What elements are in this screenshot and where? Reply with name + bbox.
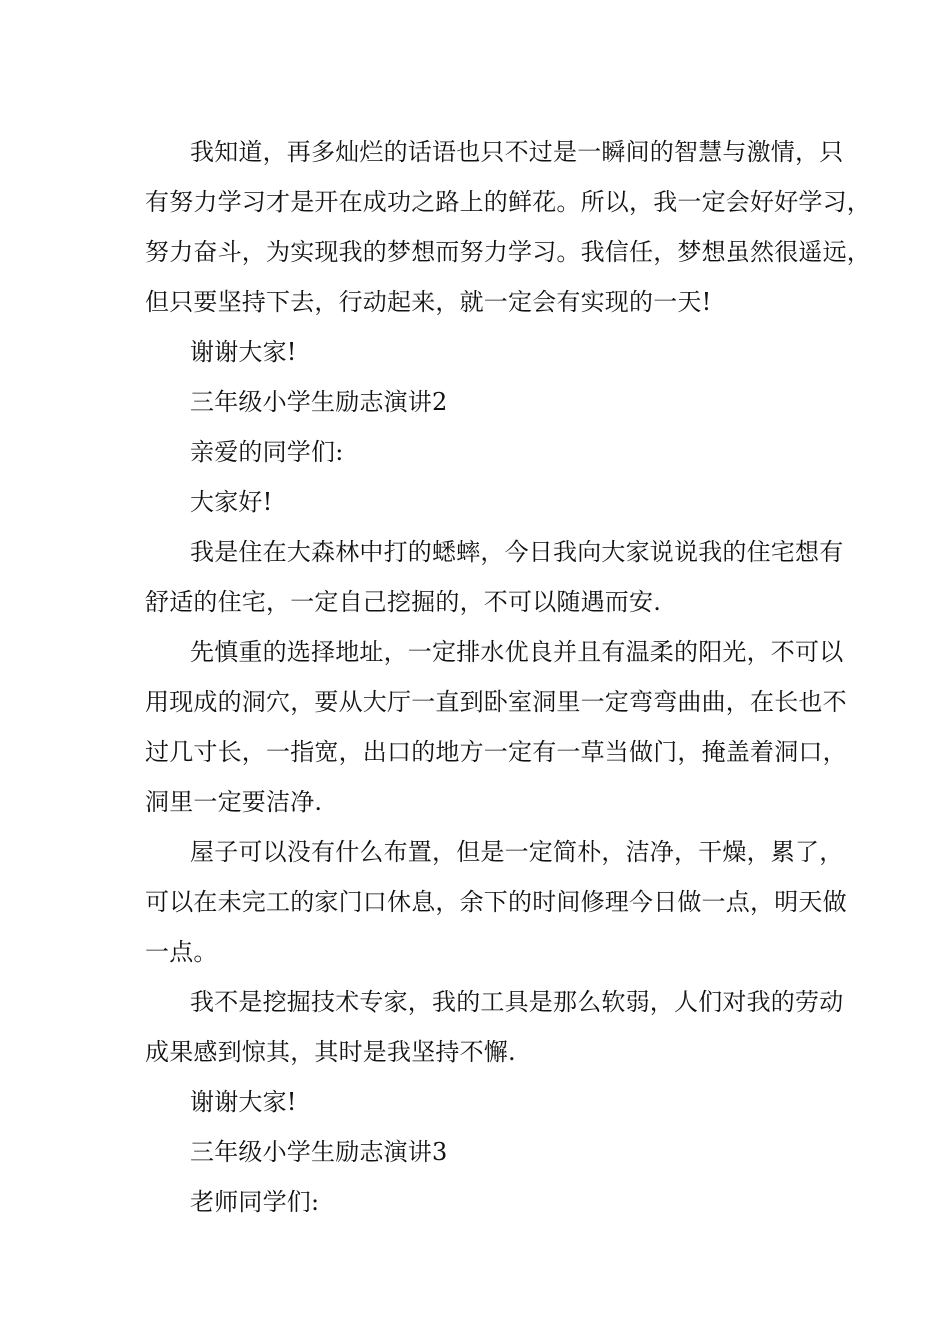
paragraph-line: 努力奋斗，为实现我的梦想而努力学习。我信任，梦想虽然很遥远， <box>145 238 871 266</box>
paragraph-line: 屋子可以没有什么布置，但是一定简朴，洁净，干燥，累了， <box>190 838 844 866</box>
paragraph-line: 一点。 <box>145 938 218 966</box>
paragraph-line: 有努力学习才是开在成功之路上的鲜花。所以，我一定会好好学习， <box>145 188 871 216</box>
paragraph-line: 先慎重的选择地址，一定排水优良并且有温柔的阳光，不可以 <box>190 638 844 666</box>
paragraph-line: 可以在未完工的家门口休息，余下的时间修理今日做一点，明天做 <box>145 888 847 916</box>
greeting-line: 老师同学们: <box>190 1188 320 1216</box>
closing-line: 谢谢大家! <box>190 1088 297 1116</box>
paragraph-line: 成果感到惊其，其时是我坚持不懈. <box>145 1038 516 1066</box>
paragraph-line: 舒适的住宅，一定自己挖掘的，不可以随遇而安. <box>145 588 662 616</box>
paragraph-line: 但只要坚持下去，行动起来，就一定会有实现的一天! <box>145 288 712 316</box>
section-heading: 三年级小学生励志演讲2 <box>190 388 448 416</box>
paragraph-line: 洞里一定要洁净. <box>145 788 323 816</box>
paragraph-line: 过几寸长，一指宽，出口的地方一定有一草当做门，掩盖着洞口， <box>145 738 847 766</box>
paragraph-line: 我不是挖掘技术专家，我的工具是那么软弱，人们对我的劳动 <box>190 988 844 1016</box>
section-heading: 三年级小学生励志演讲3 <box>190 1138 448 1166</box>
greeting-line: 亲爱的同学们: <box>190 438 344 466</box>
paragraph-line: 用现成的洞穴，要从大厅一直到卧室洞里一定弯弯曲曲，在长也不 <box>145 688 847 716</box>
paragraph-line: 我是住在大森林中打的蟋蟀，今日我向大家说说我的住宅想有 <box>190 538 844 566</box>
paragraph-line: 我知道，再多灿烂的话语也只不过是一瞬间的智慧与激情，只 <box>190 138 844 166</box>
closing-line: 谢谢大家! <box>190 338 297 366</box>
greeting-line: 大家好! <box>190 488 273 516</box>
